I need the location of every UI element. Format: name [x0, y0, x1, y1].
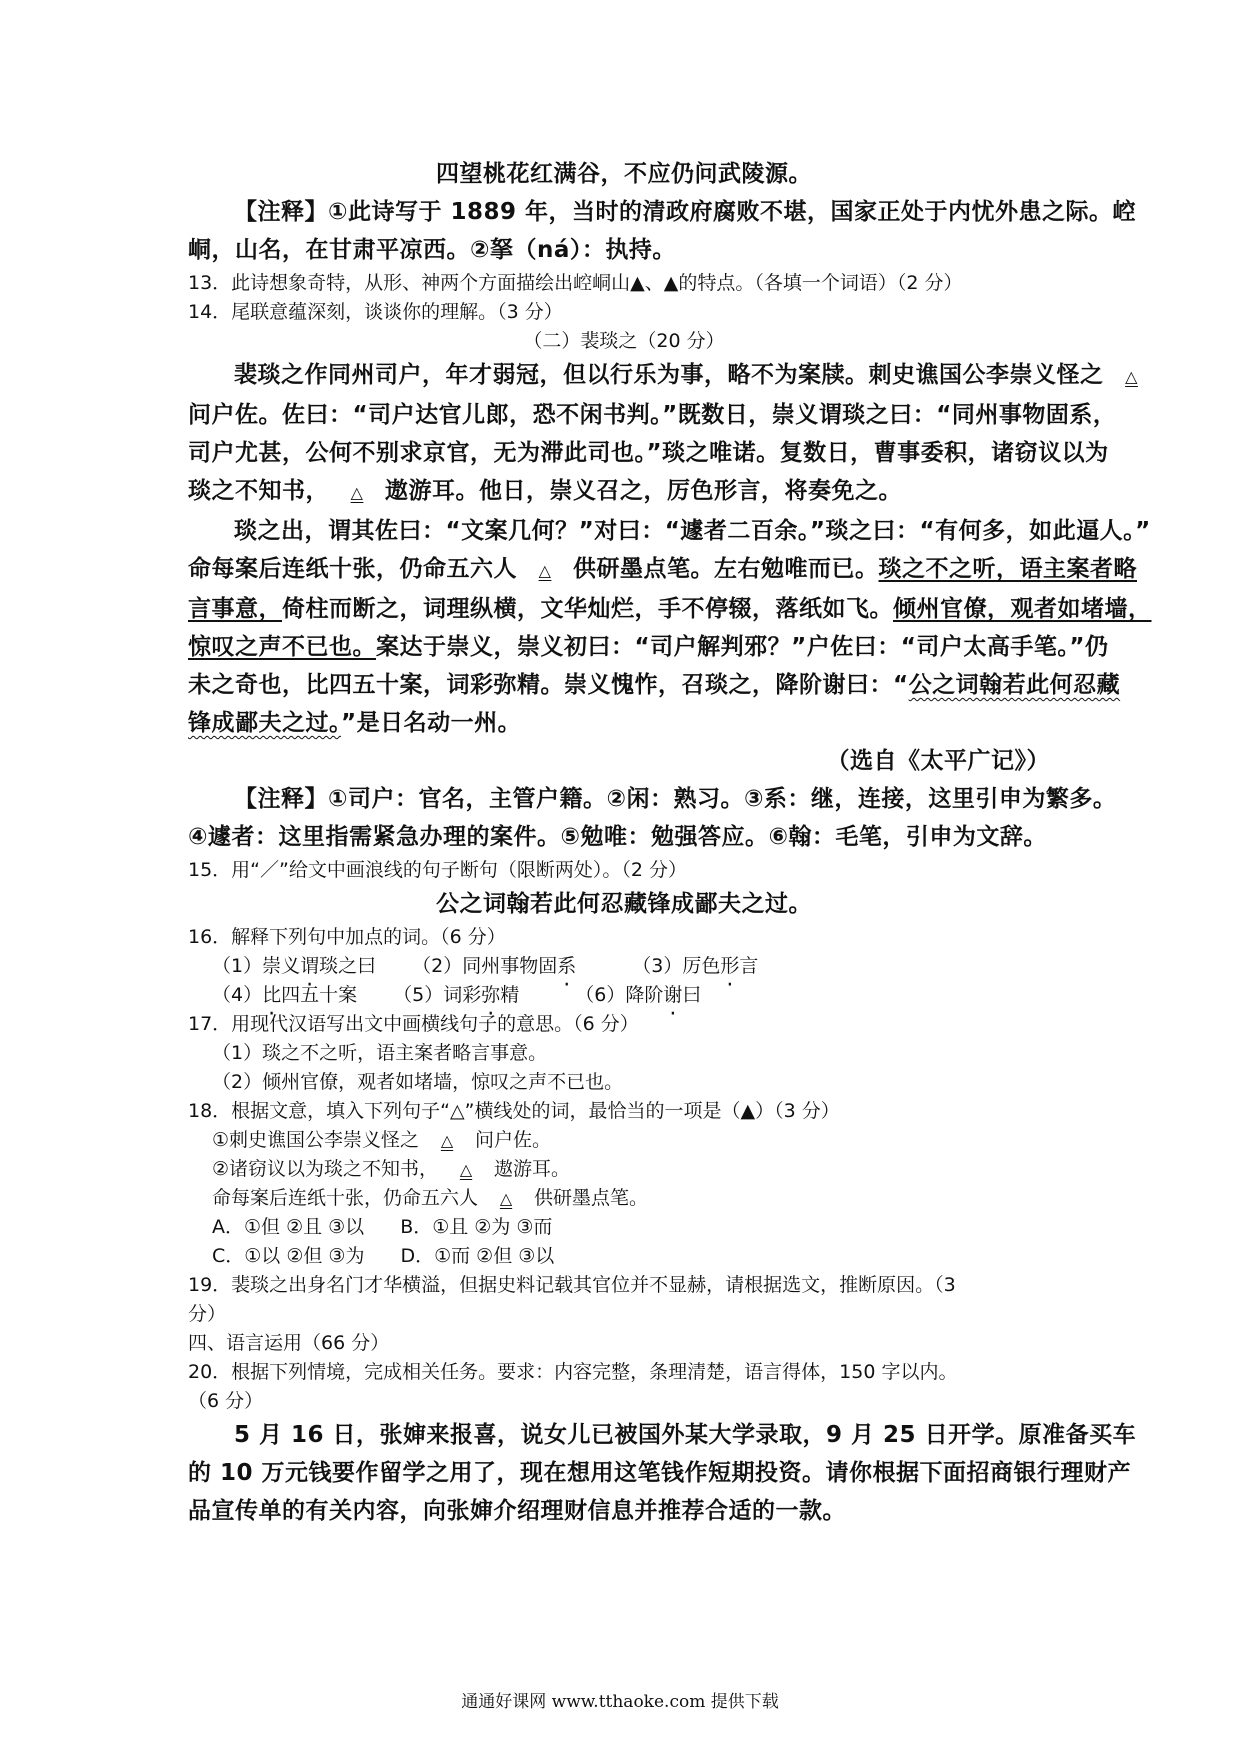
passage-p1-line-2: 问户佐。佐曰：“司户达官儿郎，恐不闲书判。”既数日，崇义谓琰之曰：“同州事物固系，	[188, 402, 1117, 428]
fill-blank: △	[538, 561, 552, 580]
question-15: 15．用“／”给文中画浪线的句子断句（限断两处）。（2 分）	[188, 859, 687, 881]
page-footer: 通通好课网 www.tthaoke.com 提供下载	[461, 1692, 779, 1712]
wavy-sentence: 锋成鄙夫之过。	[188, 710, 341, 736]
q16-item-5: （5）词彩弥精	[393, 984, 519, 1006]
question-17-item-2: （2）倾州官僚，观者如堵墙，惊叹之声不已也。	[212, 1071, 624, 1093]
underlined-sentence-2: 倾州官僚，观者如堵墙，	[893, 596, 1152, 622]
dotted-word: 弥	[481, 984, 501, 1006]
passage-text: 未之奇也，比四五十案，词彩弥精。崇义愧怍，召琰之，降阶谢曰：“	[188, 672, 909, 698]
q16-item-2: （2）同州事物固系	[412, 955, 576, 977]
question-14: 14．尾联意蕴深刻，谈谈你的理解。（3 分）	[188, 301, 563, 323]
passage-p2-line-5	[188, 666, 1121, 704]
scenario-line-2: 的 10 万元钱要作留学之用了，现在想用这笔钱作短期投资。请你根据下面招商银行理财产	[188, 1460, 1132, 1486]
passage-p2-line-3	[188, 590, 1152, 628]
passage-text: 琰之不知书，	[188, 478, 329, 504]
passage-source: （选自《太平广记》）	[826, 748, 1050, 774]
question-18-sentence-2: ②诸窃议以为琰之不知书， △ 遨游耳。	[188, 1155, 1060, 1184]
passage-text: 倚柱而断之，词理纵横，文华灿烂，手不停辍，落纸如飞。	[282, 596, 893, 622]
passage-p1-line-4	[188, 472, 1060, 512]
question-20-line-2: （6 分）	[188, 1390, 264, 1412]
question-19-line-2: 分）	[188, 1303, 227, 1325]
dotted-word: 谢	[663, 984, 683, 1006]
poem-last-line: 四望桃花红满谷，不应仍问武陵源。	[436, 161, 812, 187]
dotted-word: 谓	[300, 955, 320, 977]
fill-blank: △	[1125, 367, 1138, 386]
exam-content	[188, 155, 1152, 1530]
question-18-options-1	[188, 1213, 1060, 1242]
passage-note-line-1: 【注释】①司户：官名，主管户籍。②闲：熟习。③系：继，连接，这里引申为繁多。	[234, 786, 1117, 812]
option-a: A．①但 ②且 ③以	[212, 1216, 365, 1238]
question-16-row-1	[188, 952, 1060, 981]
fill-blank: △	[499, 1189, 513, 1208]
question-20-line-1: 20．根据下列情境，完成相关任务。要求：内容完整，条理清楚，语言得体，150 字以内。	[188, 1361, 958, 1383]
passage-p2-line-4	[188, 628, 1109, 666]
q16-item-1: （1）崇义谓琰之曰	[212, 955, 376, 977]
question-18-title: 18．根据文意，填入下列句子“△”横线处的词，最恰当的一项是（▲）（3 分）	[188, 1100, 840, 1122]
passage-text: ”是日名动一州。	[341, 710, 522, 736]
dotted-word: 系	[557, 955, 577, 977]
fill-blank: △	[459, 1160, 473, 1179]
underlined-sentence-2: 惊叹之声不已也。	[188, 634, 376, 660]
question-18-sentence-1: ①刺史谯国公李崇义怪之 △ 问户佐。	[188, 1126, 1060, 1155]
scenario-line-3: 品宣传单的有关内容，向张婶介绍理财信息并推荐合适的一款。	[188, 1498, 846, 1524]
question-18-options-2	[188, 1242, 1060, 1271]
question-16-title: 16．解释下列句中加点的词。（6 分）	[188, 926, 506, 948]
passage-text: 裴琰之作同州司户，年才弱冠，但以行乐为事，略不为案牍。刺史谯国公李崇义怪之	[234, 362, 1104, 388]
fill-blank: △	[440, 1131, 454, 1150]
dotted-word: 形	[720, 955, 740, 977]
question-15-sentence: 公之词翰若此何忍藏锋成鄙夫之过。	[436, 891, 812, 917]
passage-p1-line-1	[188, 356, 1138, 396]
option-c: C．①以 ②但 ③为	[212, 1245, 365, 1267]
poem-note-line-1: 【注释】①此诗写于 1889 年，当时的清政府腐败不堪，国家正处于内忧外患之际。崆	[234, 199, 1137, 225]
passage-text: 案达于崇义，崇义初曰：“司户解判邪？”户佐曰：“司户太高手笔。”仍	[376, 634, 1109, 660]
question-19-line-1: 19．裴琰之出身名门才华横溢，但据史料记载其官位并不显赫，请根据选文，推断原因。（3	[188, 1274, 956, 1296]
passage-text: 命每案后连纸十张，仍命五六人	[188, 556, 517, 582]
poem-note-line-2: 峒，山名，在甘肃平凉西。②拏（ná）：执持。	[188, 237, 676, 263]
passage-text: 供研墨点笔。左右勉唯而已。	[573, 556, 879, 582]
question-17-item-1: （1）琰之不之听，语主案者略言事意。	[212, 1042, 548, 1064]
passage-p2-line-2	[188, 550, 1137, 590]
passage-p2-line-1: 琰之出，谓其佐曰：“文案几何？”对曰：“遽者二百余。”琰之曰：“有何多，如此逼人。”	[234, 518, 1151, 544]
question-13: 13．此诗想象奇特，从形、神两个方面描绘出崆峒山▲、▲的特点。（各填一个词语）（2 分）	[188, 272, 963, 294]
q16-item-4: （4）比四五十案	[212, 984, 357, 1006]
section-2-title: （二）裴琰之（20 分）	[523, 330, 725, 352]
passage-p2-line-6	[188, 704, 1060, 742]
option-d: D．①而 ②但 ③以	[400, 1245, 555, 1267]
underlined-sentence-1: 言事意，	[188, 596, 282, 622]
scenario-line-1: 5 月 16 日，张婶来报喜，说女儿已被国外某大学录取，9 月 25 日开学。原准备买车	[234, 1422, 1137, 1448]
fill-blank: △	[350, 483, 364, 502]
section-4-title: 四、语言运用（66 分）	[188, 1332, 390, 1354]
q16-item-3: （3）厉色形言	[632, 955, 758, 977]
dotted-word: 比	[262, 984, 282, 1006]
question-16-row-2	[188, 981, 1060, 1010]
passage-text: 遨游耳。他日，崇义召之，厉色形言，将奏免之。	[385, 478, 902, 504]
option-b: B．①且 ②为 ③而	[400, 1216, 553, 1238]
underlined-sentence-1: 琰之不之听，语主案者略	[878, 556, 1137, 582]
question-17-title: 17．用现代汉语写出文中画横线句子的意思。（6 分）	[188, 1013, 639, 1035]
passage-p1-line-3: 司户尤甚，公何不别求京官，无为滞此司也。”琰之唯诺。复数日，曹事委积，诸窃议以为	[188, 440, 1109, 466]
q16-item-6: （6）降阶谢曰	[575, 984, 701, 1006]
wavy-sentence: 公之词翰若此何忍藏	[908, 672, 1121, 698]
passage-note-line-2: ④遽者：这里指需紧急办理的案件。⑤勉唯：勉强答应。⑥翰：毛笔，引申为文辞。	[188, 824, 1047, 850]
question-18-sentence-3: 命每案后连纸十张，仍命五六人 △ 供研墨点笔。	[188, 1184, 1060, 1213]
